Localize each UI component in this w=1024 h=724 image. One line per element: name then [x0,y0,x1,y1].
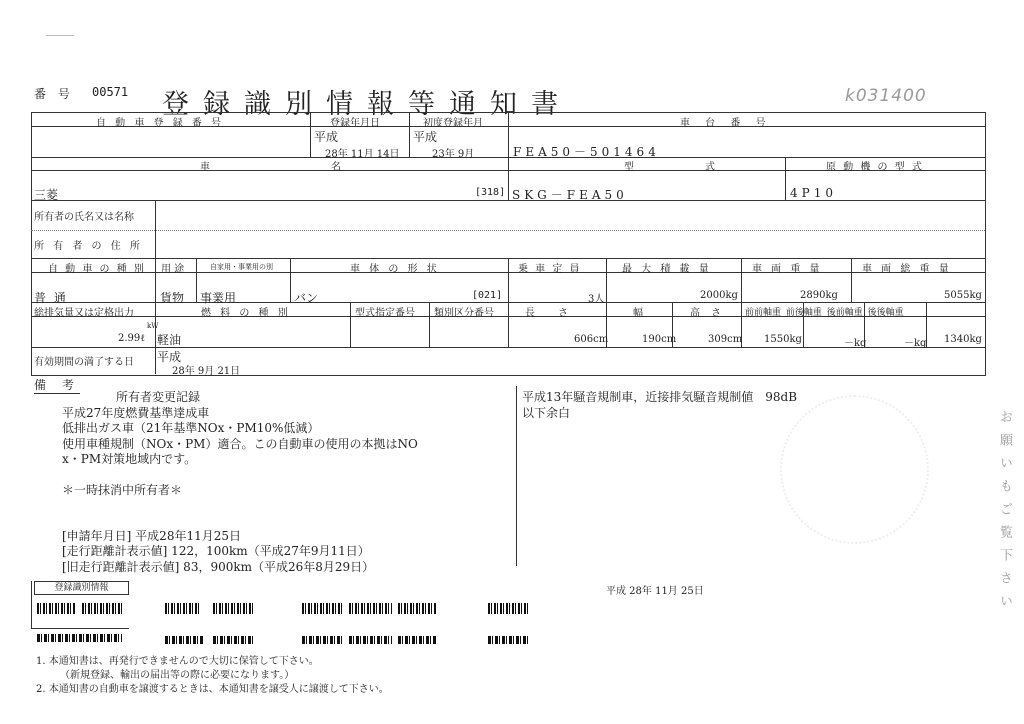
type-label: 式 [705,162,715,173]
code-block [37,634,122,642]
chassis-value: FEA50－501464 [513,145,660,159]
remarks-divider [516,386,517,566]
margin-mark [46,35,74,36]
reg-date: 28年 11月 14日 [325,149,400,160]
body-label: 車 体 の 形 状 [350,264,440,275]
reg-number-label: 自 動 車 登 録 番 号 [96,118,225,129]
rule [310,112,311,157]
height-label: 高 さ [690,308,726,319]
code-block [165,603,199,614]
remarks-line [62,499,418,514]
remarks-line: [申請年月日] 平成28年11月25日 [62,528,241,543]
footer-note: 1. 本通知書は、再発行できませんので大切に保管して下さい。 [36,656,319,667]
first-date: 23年 9月 [432,149,475,160]
length-value: 606cm [574,334,609,345]
axle2-value: －kg [844,338,867,349]
code-block [349,636,392,644]
remarks-line: 以下余白 [522,405,571,420]
type-approval-label: 型式指定番号 [355,308,415,319]
rule [508,302,509,347]
expiry-date: 28年 9月 21日 [172,366,241,377]
rule [785,157,786,200]
engine-value: 4P10 [790,186,837,200]
remarks-line: 所有者変更記録 [116,390,201,404]
page-title: 登録識別情報等通知書 [162,89,572,120]
watermark-seal [780,395,929,544]
body-code: [021] [472,290,503,301]
axle4-value: 1340kg [944,334,982,345]
maker-value: 三菱 [34,188,59,202]
remarks-label: 備 考 [34,378,80,392]
width-label: 幅 [633,308,643,319]
rule [508,112,509,157]
kind-label: 自 動 車 の 種 別 [48,264,146,275]
rule [155,200,156,258]
rule [31,230,985,231]
rule [851,258,852,302]
max-load-label: 最 大 積 載 量 [622,264,712,275]
rule [31,581,32,628]
rule [31,200,985,201]
footer-note: 2. 本通知書の自動車を譲渡するときは、本通知書を譲受人に譲渡して下さい。 [36,684,389,695]
max-load-value: 2000kg [700,290,738,301]
remarks-line: [走行距離計表示値] 122，100km（平成27年9月11日） [62,544,370,559]
handwritten-note: k031400 [845,86,927,106]
rule [155,258,156,302]
code-block [165,636,203,644]
private-value: 事業用 [200,291,237,305]
code-block [302,603,342,614]
capacity-value: 3人 [588,294,605,305]
remarks-line: 低排出ガス車（21年基準NOx・PM10%低減） [62,421,320,436]
remarks-line: x・PM対策地域内です。 [62,452,197,467]
issue-date: 平成 28年 11月 25日 [606,586,704,597]
model-label: 型 [624,162,634,173]
engine-label: 原 動 機 の 型 式 [826,162,924,173]
remarks-left [62,390,418,575]
kind-value: 普 通 [34,291,68,305]
remarks-line [62,514,418,529]
name-label: 名 [331,162,341,173]
code-block [302,636,342,644]
code-block [488,603,530,614]
number-value: 00571 [92,85,129,99]
chassis-label: 車 台 番 号 [680,118,772,129]
remarks-line: 使用車種規制（NOx・PM）適合。この自動車の使用の本拠はNO [62,436,418,451]
expiry-label: 有効期間の満了する日 [34,357,134,368]
displacement-unit: kW [147,322,159,330]
use-value: 貨物 [160,291,185,305]
remarks-line: 平成27年度燃費基準達成車 [62,405,210,420]
footer-notes [36,655,389,697]
id-info-label: 登録識別情報 [34,581,129,595]
rule [606,258,607,302]
remarks-line: [旧走行距離計表示値] 83，900km（平成26年8月29日） [62,559,375,574]
remarks-line: ＊一時抹消中所有者＊ [62,482,183,497]
owner-address-label: 所 有 者 の 住 所 [34,241,143,252]
reg-date-label: 登録年月日 [330,118,380,129]
rule [508,157,509,200]
weight-label: 車 両 重 量 [752,264,823,275]
fuel-label: 燃 料 の 種 別 [201,308,291,319]
first-reg-label: 初度登録年月 [423,118,483,129]
gross-value: 5055kg [944,290,982,301]
rule [741,258,742,302]
height-value: 309cm [708,334,743,345]
rule [508,258,509,302]
remarks-line [62,468,418,483]
code-block [37,603,75,614]
code-block [398,603,437,614]
fuel-value: 軽油 [157,333,182,347]
rule [31,628,129,629]
rule [409,112,410,157]
rule [429,302,430,347]
rule [155,347,156,374]
displacement-label: 総排気量又は定格出力 [34,308,134,319]
side-note: お願いもご覧下さい [997,410,1012,617]
capacity-label: 乗 車 定 員 [518,264,582,275]
code-block [213,636,255,644]
category-label: 類別区分番号 [434,308,494,319]
expiry-era: 平成 [157,350,182,364]
axle3-value: －kg [904,338,927,349]
code-block [398,636,437,644]
code-block [82,603,122,614]
model-value: SKG－FEA50 [512,188,628,202]
code-block [213,603,255,614]
axle1-value: 1550kg [764,334,802,345]
remarks-line: 平成13年騒音規制車，近接排気騒音規制値 98dB [522,390,798,404]
use-label: 用 途 [161,264,185,275]
rule [290,258,291,302]
code-block [349,603,392,614]
private-label: 自家用・事業用の別 [210,263,273,271]
car-label: 車 [200,162,210,173]
rule [196,258,197,302]
reg-era: 平成 [314,130,339,144]
axle-label: 前前軸重 前後軸重 後前軸重 後後軸重 [745,308,904,318]
first-era: 平成 [413,130,438,144]
footer-note: （新規登録、輸出の届出等の際に必要になります。） [60,670,295,681]
body-value: バン [294,291,319,305]
number-label: 番 号 [34,87,74,101]
model-code: [318] [475,187,506,198]
displacement-value: 2.99ℓ [118,333,146,344]
rule [350,302,351,347]
owner-name-label: 所有者の氏名又は名称 [34,212,134,223]
code-block [488,636,530,644]
remarks-right [522,390,797,421]
gross-label: 車 両 総 重 量 [862,264,952,275]
weight-value: 2890kg [800,290,838,301]
length-label: 長 さ [525,308,579,319]
width-value: 190cm [642,334,677,345]
